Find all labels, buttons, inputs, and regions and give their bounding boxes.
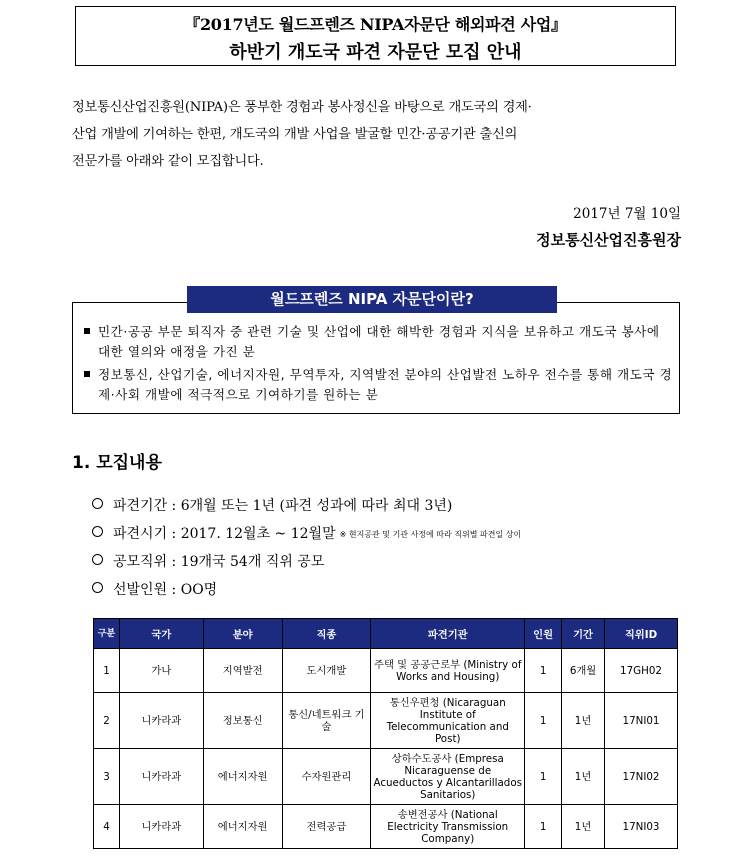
- column-header: 직종: [282, 619, 371, 649]
- circle-bullet-icon: [92, 582, 103, 593]
- table-cell: 2: [94, 693, 120, 749]
- table-cell: 17NI01: [605, 693, 678, 749]
- section-title: 1. 모집내용: [72, 453, 162, 473]
- table-cell: 1년: [562, 693, 605, 749]
- table-cell: 6개월: [562, 649, 605, 693]
- table-cell: 1년: [562, 805, 605, 849]
- column-header: 국가: [119, 619, 203, 649]
- table-cell: 니카라과: [119, 693, 203, 749]
- table-cell: 통신우편청 (Nicaraguan Institute of Telecommunication and Post): [371, 693, 525, 749]
- info-list: [84, 322, 676, 408]
- column-header: 기간: [562, 619, 605, 649]
- recruit-list: [92, 495, 521, 607]
- table-cell: 1년: [562, 749, 605, 805]
- table-row: [94, 649, 678, 693]
- recruit-item-headcount: [92, 579, 521, 607]
- intro-line: 정보통신산업진흥원(NIPA)은 풍부한 경험과 봉사정신을 바탕으로 개도국의 경제·: [72, 100, 532, 115]
- table-row: [94, 749, 678, 805]
- recruit-timing-note: ※ 현지공관 및 기관 사정에 따라 직위별 파견일 상이: [339, 530, 522, 539]
- square-bullet-icon: [84, 371, 90, 377]
- table-cell: 3: [94, 749, 120, 805]
- recruit-item-period: [92, 495, 521, 523]
- title-line-1: 『2017년도 월드프렌즈 NIPA자문단 해외파견 사업』: [184, 15, 567, 34]
- table-cell: 수자원관리: [282, 749, 371, 805]
- table-cell: 전력공급: [282, 805, 371, 849]
- table-cell: 17NI02: [605, 749, 678, 805]
- table-cell: 17GH02: [605, 649, 678, 693]
- table-cell: 도시개발: [282, 649, 371, 693]
- table-row: [94, 693, 678, 749]
- table-cell: 1: [525, 749, 562, 805]
- intro-line: 산업 개발에 기여하는 한편, 개도국의 개발 사업을 발굴할 민간·공공기관 출신의: [72, 127, 518, 142]
- info-item-text: 정보통신, 산업기술, 에너지자원, 무역투자, 지역발전 분야의 산업발전 노하우 전수를 통해 개도국 경제·사회 개발에 적극적으로 기여하기를 원하는 분: [98, 367, 673, 402]
- table-cell: 1: [525, 649, 562, 693]
- recruit-timing-text: 파견시기 : 2017. 12월초 ~ 12월말: [113, 526, 336, 542]
- recruit-positions-text: 공모직위 : 19개국 54개 직위 공모: [113, 554, 325, 570]
- table-cell: 상하수도공사 (Empresa Nicaraguense de Acueductos y Alcantarillados Sanitarios): [371, 749, 525, 805]
- table-cell: 4: [94, 805, 120, 849]
- recruit-period-text: 파견기간 : 6개월 또는 1년 (파견 성과에 따라 최대 3년): [113, 498, 453, 514]
- table-cell: 17NI03: [605, 805, 678, 849]
- info-item: [84, 365, 676, 405]
- intro-line: 전문가를 아래와 같이 모집합니다.: [72, 154, 264, 169]
- table-cell: 1: [525, 805, 562, 849]
- recruit-item-positions: [92, 551, 521, 579]
- organization-signature: 정보통신산업진흥원장: [536, 231, 681, 249]
- table-cell: 니카라과: [119, 749, 203, 805]
- table-header-row: [94, 619, 678, 649]
- column-header: 직위ID: [605, 619, 678, 649]
- column-header: 구분: [94, 619, 120, 649]
- title-line-2: 하반기 개도국 파견 자문단 모집 안내: [229, 42, 522, 63]
- title-box: [75, 6, 676, 66]
- info-item: [84, 322, 676, 362]
- square-bullet-icon: [84, 328, 90, 334]
- table-row: [94, 805, 678, 849]
- table-cell: 주택 및 공공근로부 (Ministry of Works and Housing): [371, 649, 525, 693]
- intro-paragraph: [72, 94, 682, 175]
- position-table: [93, 618, 678, 849]
- column-header: 인원: [525, 619, 562, 649]
- table-cell: 지역발전: [203, 649, 282, 693]
- recruit-item-timing: [92, 523, 521, 551]
- document-date: 2017년 7월 10일: [573, 206, 681, 222]
- table-cell: 송변전공사 (National Electricity Transmission Company): [371, 805, 525, 849]
- table-cell: 니카라과: [119, 805, 203, 849]
- table-cell: 가나: [119, 649, 203, 693]
- circle-bullet-icon: [92, 554, 103, 565]
- info-item-text: 민간·공공 부문 퇴직자 중 관련 기술 및 산업에 대한 해박한 경험과 지식을 보유하고 개도국 봉사에 대한 열의와 애정을 가진 분: [98, 324, 660, 359]
- column-header: 파견기관: [371, 619, 525, 649]
- table-cell: 에너지자원: [203, 805, 282, 849]
- circle-bullet-icon: [92, 526, 103, 537]
- recruit-headcount-text: 선발인원 : OO명: [113, 582, 218, 598]
- circle-bullet-icon: [92, 498, 103, 509]
- info-box-header: 월드프렌즈 NIPA 자문단이란?: [187, 286, 557, 313]
- column-header: 분야: [203, 619, 282, 649]
- table-cell: 에너지자원: [203, 749, 282, 805]
- table-cell: 정보통신: [203, 693, 282, 749]
- table-cell: 1: [525, 693, 562, 749]
- table-cell: 1: [94, 649, 120, 693]
- table-cell: 통신/네트워크 기술: [282, 693, 371, 749]
